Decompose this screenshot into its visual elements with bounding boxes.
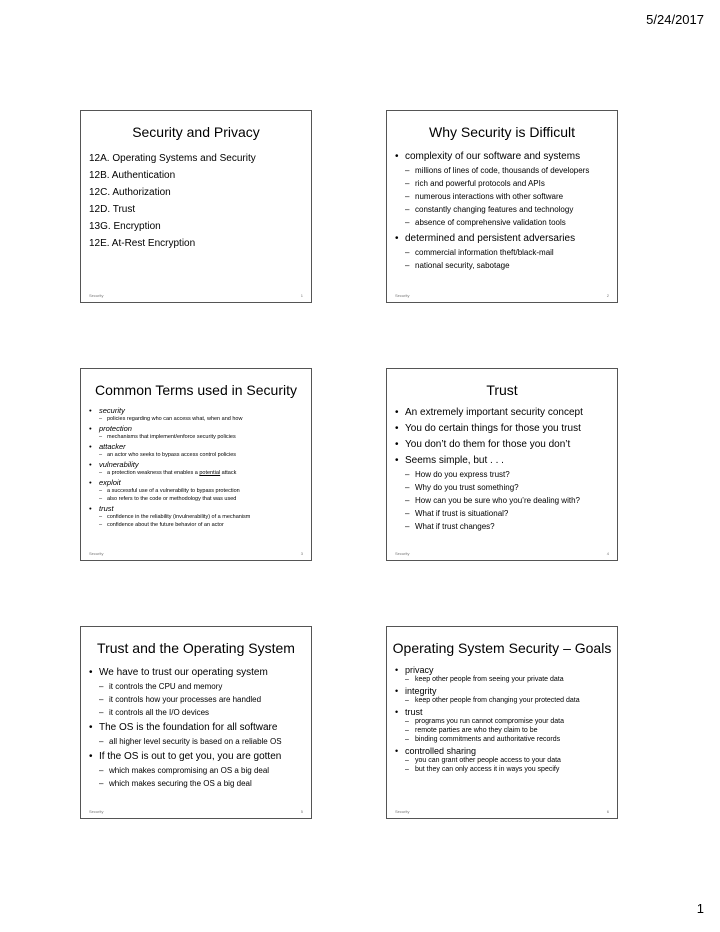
- slide-body: [89, 153, 303, 250]
- list-item: 12C. Authorization: [89, 187, 171, 198]
- sub-bullet: – How do you express trust?: [395, 470, 609, 480]
- term-definition: – also refers to the code or methodology that was used: [89, 496, 303, 503]
- list-item: 12B. Authentication: [89, 170, 176, 181]
- sub-bullet: – Why do you trust something?: [395, 483, 609, 493]
- list-item: 12D. Trust: [89, 204, 136, 215]
- sub-bullet: – What if trust is situational?: [395, 509, 609, 519]
- slide-title: Trust: [486, 382, 518, 398]
- sub-bullet: – which makes compromising an OS a big deal: [89, 766, 303, 776]
- sub-bullet: – it controls all the I/O devices: [89, 708, 303, 718]
- slide-footer-label: Security: [395, 293, 410, 298]
- sub-bullet: – What if trust changes?: [395, 522, 609, 532]
- slide-3: [80, 368, 312, 561]
- sub-bullet: – which makes securing the OS a big deal: [89, 779, 303, 789]
- bullet: • integrity: [395, 686, 609, 696]
- slide-body: [89, 667, 303, 789]
- term: • security: [89, 407, 303, 415]
- sub-bullet: – national security, sabotage: [395, 261, 609, 271]
- sub-bullet: – millions of lines of code, thousands of developers: [395, 166, 609, 176]
- sub-bullet: – How can you be sure who you’re dealing with?: [395, 496, 609, 506]
- term: • exploit: [89, 479, 303, 487]
- bullet: • We have to trust our operating system: [89, 667, 303, 679]
- sub-bullet: – remote parties are who they claim to be: [395, 727, 609, 735]
- term-definition: – a successful use of a vulnerability to bypass protection: [89, 488, 303, 495]
- sub-bullet: – you can grant other people access to your data: [395, 757, 609, 765]
- slide-footer-label: Security: [395, 551, 410, 556]
- slide-footer-label: Security: [395, 809, 410, 814]
- bullet: • privacy: [395, 665, 609, 675]
- sub-bullet: – keep other people from changing your protected data: [395, 697, 609, 705]
- sub-bullet: – programs you run cannot compromise your data: [395, 718, 609, 726]
- slide-footer-label: Security: [89, 809, 104, 814]
- slide-number: 2: [606, 293, 609, 298]
- list-item: 12A. Operating Systems and Security: [89, 153, 256, 164]
- sub-bullet: – it controls the CPU and memory: [89, 682, 303, 692]
- definition-tail: attack: [221, 470, 237, 476]
- sub-bullet: – rich and powerful protocols and APIs: [395, 179, 609, 189]
- slide-5: [80, 626, 312, 819]
- sub-bullet: – but they can only access it in ways you specify: [395, 766, 609, 774]
- slide-title: Operating System Security – Goals: [392, 640, 612, 656]
- bullet: • complexity of our software and systems: [395, 151, 609, 163]
- slide-title: Security and Privacy: [132, 124, 260, 140]
- term: • trust: [89, 505, 303, 513]
- term-definition: – confidence in the reliability (invulnerability) of a mechanism: [89, 514, 303, 521]
- sub-bullet: – it controls how your processes are handled: [89, 695, 303, 705]
- bullet: • Seems simple, but . . .: [395, 455, 609, 467]
- sub-bullet: – all higher level security is based on a reliable OS: [89, 737, 303, 747]
- bullet: • trust: [395, 707, 609, 717]
- bullet: • You do certain things for those you trust: [395, 423, 609, 435]
- sub-bullet: – constantly changing features and technology: [395, 205, 609, 215]
- slide-title: Common Terms used in Security: [94, 382, 298, 398]
- slide-2: [386, 110, 618, 303]
- slide-body: [89, 407, 303, 529]
- page-number: 1: [696, 901, 704, 916]
- slide-number: 1: [300, 293, 303, 298]
- term-definition: – mechanisms that implement/enforce security policies: [89, 434, 303, 441]
- list-item: 12E. At-Rest Encryption: [89, 238, 196, 249]
- slide-body: [395, 151, 609, 271]
- slide-footer-label: Security: [89, 551, 104, 556]
- slide-body: [395, 407, 609, 532]
- slide-4: [386, 368, 618, 561]
- page-date: 5/24/2017: [646, 12, 704, 27]
- sub-bullet: – keep other people from seeing your private data: [395, 676, 609, 684]
- bullet: • You don’t do them for those you don’t: [395, 439, 609, 451]
- term-definition: – an actor who seeks to bypass access control policies: [89, 452, 303, 459]
- slide-number: 6: [606, 809, 609, 814]
- slide-body: [395, 665, 609, 774]
- slide-1: [80, 110, 312, 303]
- term: • vulnerability: [89, 461, 303, 469]
- slide-footer-label: Security: [89, 293, 104, 298]
- bullet: • determined and persistent adversaries: [395, 233, 609, 245]
- sub-bullet: – numerous interactions with other software: [395, 192, 609, 202]
- slide-6: [386, 626, 618, 819]
- term: • protection: [89, 425, 303, 433]
- bullet: • An extremely important security concept: [395, 407, 609, 419]
- bullet: • If the OS is out to get you, you are gotten: [89, 751, 303, 763]
- term-definition: [89, 470, 303, 477]
- slide-number: 3: [300, 551, 303, 556]
- slide-number: 4: [606, 551, 609, 556]
- term: • attacker: [89, 443, 303, 451]
- term-definition: – policies regarding who can access what, when and how: [89, 416, 303, 423]
- sub-bullet: – binding commitments and authoritative records: [395, 736, 609, 744]
- slide-title: Trust and the Operating System: [97, 640, 295, 656]
- bullet: • The OS is the foundation for all software: [89, 722, 303, 734]
- sub-bullet: – commercial information theft/black-mail: [395, 248, 609, 258]
- term-definition: – confidence about the future behavior of an actor: [89, 522, 303, 529]
- sub-bullet: – absence of comprehensive validation tools: [395, 218, 609, 228]
- bullet: • controlled sharing: [395, 746, 609, 756]
- slide-number: 5: [300, 809, 303, 814]
- definition-text: a protection weakness that enables a: [107, 470, 198, 476]
- list-item: 13G. Encryption: [89, 221, 161, 232]
- underlined-word: potential: [199, 470, 221, 476]
- slide-title: Why Security is Difficult: [429, 124, 575, 140]
